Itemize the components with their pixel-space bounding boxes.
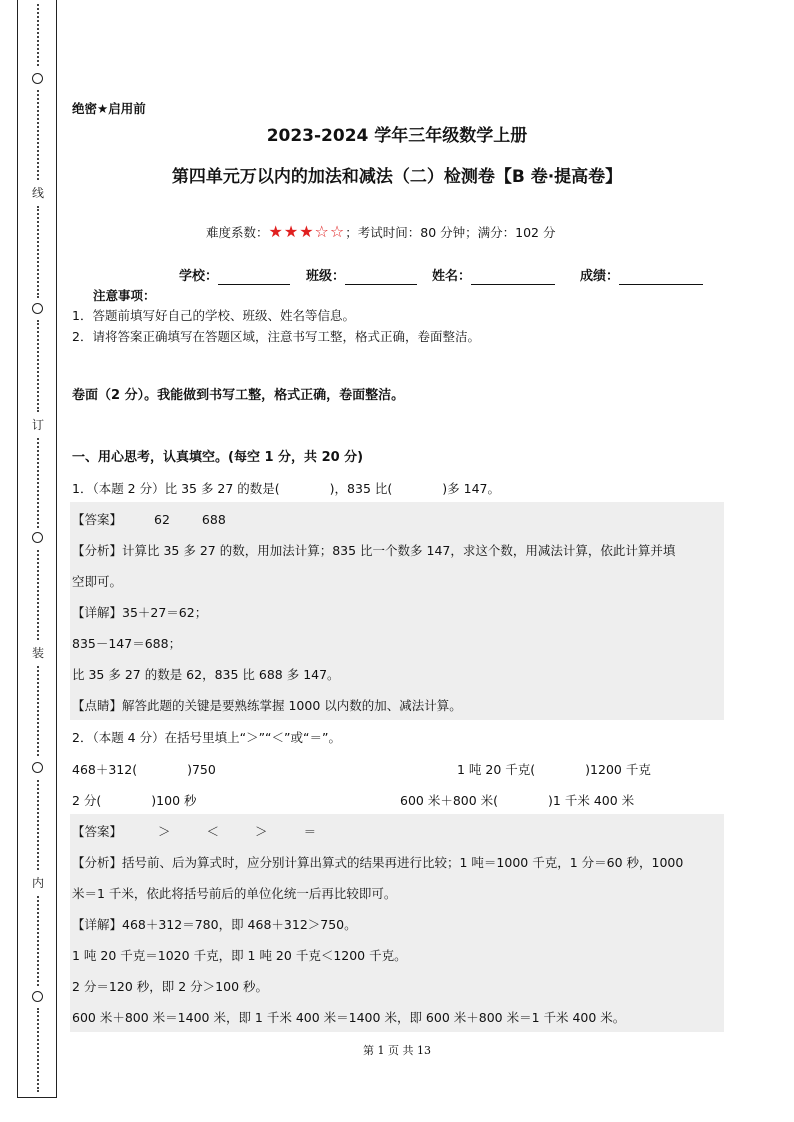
notes-heading: 注意事项： <box>93 288 156 303</box>
score-label: 成绩： <box>580 269 620 284</box>
school-field[interactable] <box>179 265 290 285</box>
school-label: 学校： <box>179 269 219 284</box>
detail-line: 【详解】468＋312＝780，即 468＋312＞750。 <box>72 917 357 932</box>
dotted-line <box>37 438 41 528</box>
difficulty-line <box>206 222 555 241</box>
page-subtitle: 第四单元万以内的加法和减法（二）检测卷【B 卷·提高卷】 <box>171 167 623 187</box>
dotted-line <box>37 550 41 640</box>
dotted-line <box>37 666 41 756</box>
binding-char: 内 <box>31 876 44 890</box>
score-field[interactable] <box>580 265 703 285</box>
confidential-label: 绝密★启用前 <box>72 101 146 116</box>
detail-line: 835－147＝688； <box>72 636 182 651</box>
comparison-item: 1 吨 20 千克( )1200 千克 <box>457 762 651 777</box>
answer-label: 【答案】 <box>72 512 123 527</box>
dotted-line <box>37 780 41 870</box>
binding-hole-icon <box>32 532 43 543</box>
answer-value: ＞ <box>255 824 268 839</box>
page-title: 2023-2024 学年三年级数学上册 <box>266 126 528 146</box>
answer-label: 【答案】 <box>72 824 123 839</box>
binding-char: 订 <box>31 418 44 432</box>
notes-item: 1．答题前填写好自己的学校、班级、姓名等信息。 <box>72 308 355 323</box>
name-label: 姓名： <box>432 269 472 284</box>
question-stem: 1．（本题 2 分）比 35 多 27 的数是( )，835 比( )多 147。 <box>72 481 500 496</box>
dotted-line <box>37 320 41 412</box>
page-number: 第 1 页 共 13 <box>363 1044 431 1057</box>
difficulty-suffix: ；考试时间：80 分钟；满分：102 分 <box>345 225 556 240</box>
analysis-line: 米＝1 千米，依此将括号前后的单位化统一后再比较即可。 <box>72 886 397 901</box>
school-blank[interactable] <box>218 269 290 285</box>
dotted-line <box>37 4 41 66</box>
point-line: 【点睛】解答此题的关键是要熟练掌握 1000 以内数的加、减法计算。 <box>72 698 462 713</box>
comparison-item: 468＋312( )750 <box>72 762 216 777</box>
answer-line <box>72 822 316 840</box>
answer-line <box>72 510 226 528</box>
binding-hole-icon <box>32 303 43 314</box>
section-heading: 一、用心思考，认真填空。(每空 1 分，共 20 分) <box>72 450 364 465</box>
name-field[interactable] <box>432 265 555 285</box>
answer-value: 688 <box>201 512 226 527</box>
dotted-line <box>37 206 41 298</box>
name-blank[interactable] <box>471 269 555 285</box>
answer-value: ＞ <box>158 824 171 839</box>
class-blank[interactable] <box>345 269 417 285</box>
detail-line: 1 吨 20 千克＝1020 千克，即 1 吨 20 千克＜1200 千克。 <box>72 948 407 963</box>
star-filled-icon: ★★★ <box>268 222 315 241</box>
binding-char: 装 <box>31 646 44 660</box>
answer-value: ＝ <box>303 824 317 839</box>
question-stem: 2．（本题 4 分）在括号里填上“＞”“＜”或“＝”。 <box>72 730 341 745</box>
difficulty-prefix: 难度系数： <box>206 225 269 240</box>
detail-line: 【详解】35＋27＝62； <box>72 605 208 620</box>
binding-char: 线 <box>31 186 44 200</box>
comparison-item: 600 米＋800 米( )1 千米 400 米 <box>400 793 635 808</box>
notes-item: 2．请将答案正确填写在答题区域，注意书写工整，格式正确，卷面整洁。 <box>72 329 480 344</box>
analysis-line: 空即可。 <box>72 574 123 589</box>
detail-line: 比 35 多 27 的数是 62，835 比 688 多 147。 <box>72 667 340 682</box>
analysis-line: 【分析】括号前、后为算式时，应分别计算出算式的结果再进行比较；1 吨＝1000 千克，1 分＝60 秒，1000 <box>72 855 684 870</box>
answer-value: 62 <box>154 512 170 527</box>
binding-hole-icon <box>32 991 43 1002</box>
star-empty-icon: ☆☆ <box>314 222 346 241</box>
answer-value: ＜ <box>206 824 220 839</box>
binding-hole-icon <box>32 73 43 84</box>
detail-line: 600 米＋800 米＝1400 米，即 1 千米 400 米＝1400 米，即 600 米＋800 米＝1 千米 400 米。 <box>72 1010 626 1025</box>
detail-line: 2 分＝120 秒，即 2 分＞100 秒。 <box>72 979 268 994</box>
class-label: 班级： <box>306 269 346 284</box>
neatness-line: 卷面（2 分）。我能做到书写工整，格式正确，卷面整洁。 <box>72 388 405 403</box>
score-blank[interactable] <box>619 269 703 285</box>
class-field[interactable] <box>306 265 417 285</box>
binding-hole-icon <box>32 762 43 773</box>
analysis-line: 【分析】计算比 35 多 27 的数，用加法计算；835 比一个数多 147，求这个数，用减法计算，依此计算并填 <box>72 543 676 558</box>
comparison-item: 2 分( )100 秒 <box>72 793 197 808</box>
dotted-line <box>37 896 41 986</box>
